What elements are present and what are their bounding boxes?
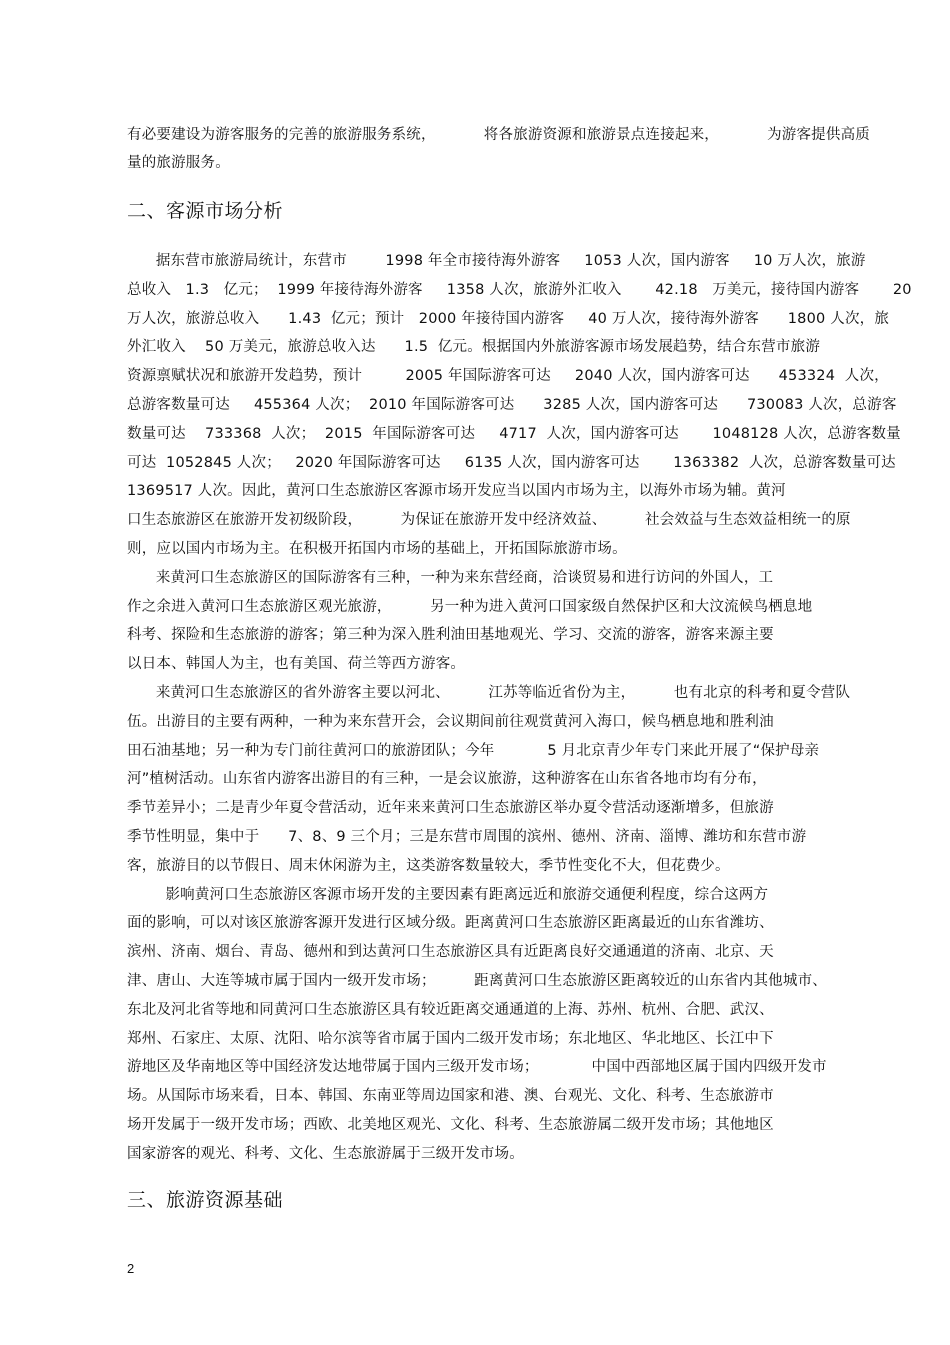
text-line: 有必要建设为游客服务的完善的旅游服务系统， 将各旅游资源和旅游景点连接起来， 为游客提供高质 [127,127,870,143]
text-line: 郑州、石家庄、太原、沈阳、哈尔滨等省市属于国内二级开发市场；东北地区、华北地区、长江中下 [127,1030,774,1047]
text-line: 田石油基地；另一种为专门前往黄河口的旅游团队；今年 5 月北京青少年专门来此开展了“保护母亲 [127,742,820,759]
text-line: 总游客数量可达 455364 人次； 2010 年国际游客可达 3285 人次，国内游客可达 730083 人次，总游客 [127,397,897,413]
text-line: 来黄河口生态旅游区的国际游客有三种，一种为来东营经商，洽谈贸易和进行访问的外国人，工 [127,569,774,586]
text-line: 可达 1052845 人次； 2020 年国际游客可达 6135 人次，国内游客可达 1363382 人次，总游客数量可达 [127,454,896,471]
text-line: 津、唐山、大连等城市属于国内一级开发市场； 距离黄河口生态旅游区距离较近的山东省内其他城市、 [127,973,827,989]
text-line: 季节性明显，集中于 7、8、9 三个月；三是东营市周围的滨州、德州、济南、淄博、潍坊和东营市游 [127,829,807,845]
section-heading-resources: 三、旅游资源基础 [127,1189,284,1211]
section-heading-market: 二、客源市场分析 [127,200,284,222]
text-line: 国家游客的观光、科考、文化、生态旅游属于三级开发市场。 [127,1145,524,1162]
text-line: 滨州、济南、烟台、青岛、德州和到达黄河口生态旅游区具有近距离良好交通通道的济南、北京、天 [127,944,774,961]
text-line: 以日本、韩国人为主，也有美国、荷兰等西方游客。 [127,656,466,673]
text-line: 据东营市旅游局统计，东营市 1998 年全市接待海外游客 1053 人次，国内游客 10 万人次，旅游 [127,253,866,269]
text-line: 数量可达 733368 人次； 2015 年国际游客可达 4717 人次，国内游客可达 1048128 人次，总游客数量 [127,425,901,442]
page-number: 2 [127,1261,135,1276]
text-line: 总收入 1.3 亿元； 1999 年接待海外游客 1358 人次，旅游外汇收入 42.18 万美元，接待国内游客 20 [127,281,912,298]
text-line: 万人次，旅游总收入 1.43 亿元；预计 2000 年接待国内游客 40 万人次，接待海外游客 1800 人次，旅 [127,310,890,327]
text-line: 1369517 人次。因此，黄河口生态旅游区客源市场开发应当以国内市场为主，以海外市场为辅。黄河 [127,483,786,500]
text-line: 东北及河北省等地和同黄河口生态旅游区具有较近距离交通通道的上海、苏州、杭州、合肥、武汉、 [127,1001,774,1018]
text-line: 场开发属于一级开发市场；西欧、北美地区观光、文化、科考、生态旅游属二级开发市场；其他地区 [127,1117,774,1133]
text-line: 面的影响，可以对该区旅游客源开发进行区域分级。距离黄河口生态旅游区距离最近的山东省潍坊、 [127,915,774,932]
text-line: 游地区及华南地区等中国经济发达地带属于国内三级开发市场； 中国中西部地区属于国内四级开发市 [127,1059,827,1076]
text-line: 则，应以国内市场为主。在积极开拓国内市场的基础上，开拓国际旅游市场。 [127,541,627,557]
text-line: 口生态旅游区在旅游开发初级阶段， 为保证在旅游开发中经济效益、 社会效益与生态效益相统一的原 [127,512,851,529]
text-line: 科考、探险和生态旅游的游客；第三种为深入胜利油田基地观光、学习、交流的游客，游客来源主要 [127,627,774,644]
text-line: 影响黄河口生态旅游区客源市场开发的主要因素有距离远近和旅游交通便利程度，综合这两方 [127,886,769,903]
text-line: 场。从国际市场来看，日本、韩国、东南亚等周边国家和港、澳、台观光、文化、科考、生态旅游市 [127,1088,774,1105]
text-line: 河”植树活动。山东省内游客出游目的有三种，一是会议旅游，这种游客在山东省各地市均有分布， [127,771,767,788]
text-line: 外汇收入 50 万美元，旅游总收入达 1.5 亿元。根据国内外旅游客源市场发展趋势，结合东营市旅游 [127,339,821,356]
text-line: 客，旅游目的以节假日、周末休闲游为主，这类游客数量较大，季节性变化不大，但花费少。 [127,857,730,874]
text-line: 量的旅游服务。 [127,155,230,171]
text-line: 来黄河口生态旅游区的省外游客主要以河北、 江苏等临近省份为主， 也有北京的科考和夏令营队 [127,685,851,701]
text-line: 作之余进入黄河口生态旅游区观光旅游， 另一种为进入黄河口国家级自然保护区和大汶流候鸟栖息地 [127,598,813,615]
text-line: 伍。出游目的主要有两种，一种为来东营开会，会议期间前往观赏黄河入海口，候鸟栖息地和胜利油 [127,713,774,730]
text-line: 季节差异小；二是青少年夏令营活动，近年来来黄河口生态旅游区举办夏令营活动逐渐增多，但旅游 [127,800,774,817]
text-line: 资源禀赋状况和旅游开发趋势，预计 2005 年国际游客可达 2040 人次，国内游客可达 453324 人次， [127,368,889,385]
